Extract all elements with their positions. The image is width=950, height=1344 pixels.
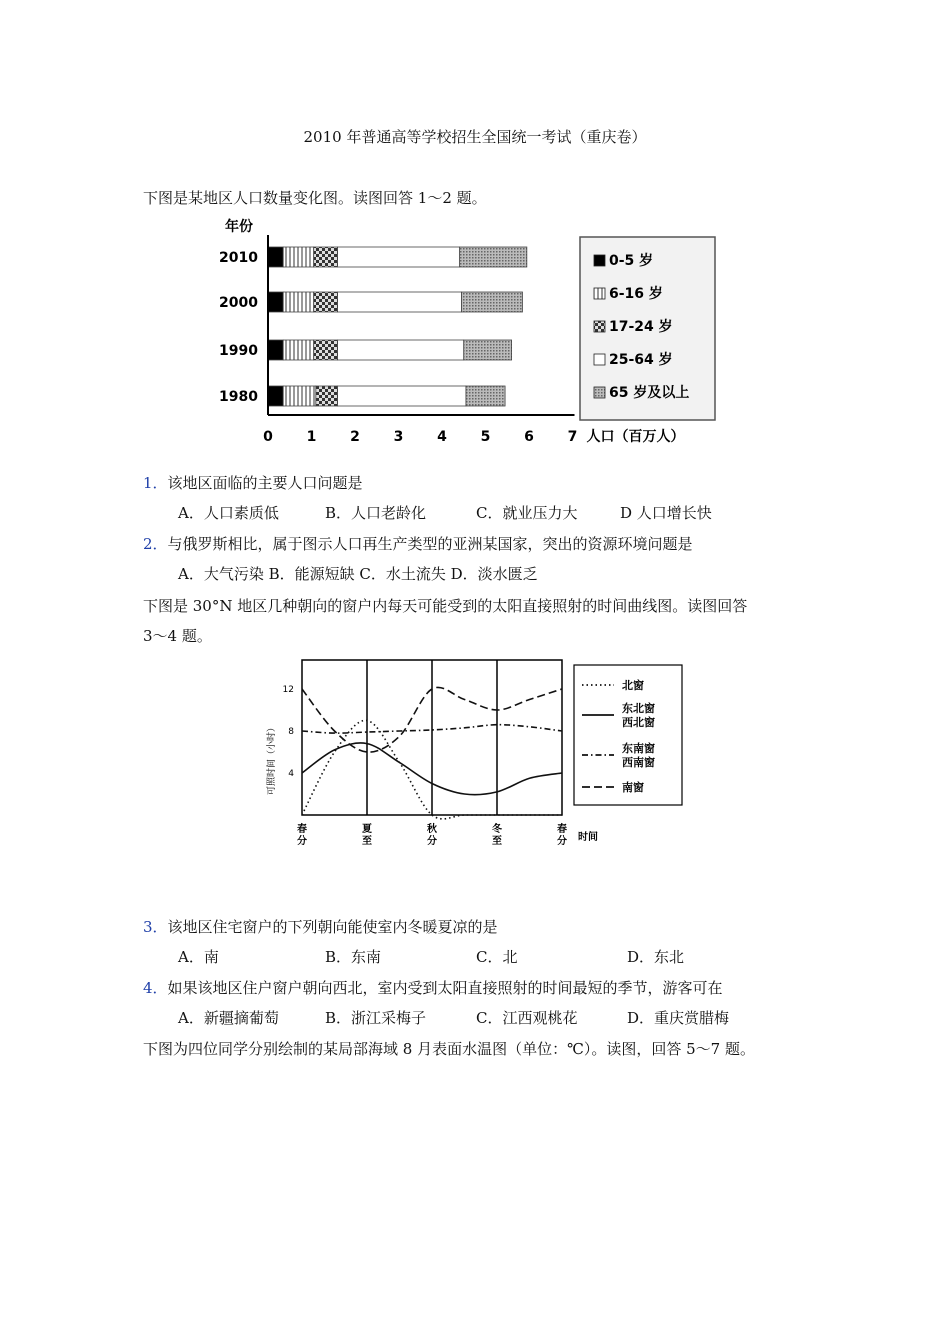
x-tick-label: 3 [393, 429, 404, 445]
x-tick-label: 4 [437, 429, 447, 445]
bar-segment [466, 386, 505, 406]
x-tick-label: 至 [492, 836, 502, 847]
x-tick-label: 分 [427, 836, 437, 847]
bar-segment [268, 386, 283, 406]
x-tick-label: 0 [263, 429, 273, 445]
sunlight-chart [262, 655, 692, 860]
category-label: 1980 [219, 389, 258, 405]
bar-segment [268, 247, 283, 267]
question-text: 与俄罗斯相比，属于图示人口再生产类型的亚洲某国家，突出的资源环境问题是 [167, 535, 693, 553]
legend-label: 25-64 岁 [609, 352, 673, 368]
bar-segment [338, 340, 464, 360]
q4-option-b: B．浙江采梅子 [325, 1009, 427, 1027]
x-tick-label: 5 [480, 429, 491, 445]
legend-swatch [594, 288, 605, 299]
intro-3: 下图为四位同学分别绘制的某局部海域 8 月表面水温图（单位：℃）。读图，回答 5～7 题。 [143, 1040, 755, 1058]
question-text: 该地区住宅窗户的下列朝向能使室内冬暖夏凉的是 [167, 918, 498, 936]
x-tick-label: 2 [350, 429, 360, 445]
bar-segment [459, 247, 526, 267]
x-tick-label: 6 [524, 429, 534, 445]
bar-segment [268, 292, 283, 312]
bar-segment [462, 292, 523, 312]
bar-segment [314, 340, 338, 360]
q1-option-c: C．就业压力大 [476, 504, 578, 522]
y-tick-label: 8 [288, 727, 294, 737]
x-tick-label: 春 [557, 824, 567, 835]
q1-option-d: D 人口增长快 [620, 504, 712, 522]
bar-segment [338, 247, 460, 267]
bar-segment [283, 340, 313, 360]
question-4 [143, 978, 723, 998]
page-title: 2010 年普通高等学校招生全国统一考试（重庆卷） [303, 128, 647, 146]
category-label: 2010 [219, 250, 258, 266]
y-tick-label: 12 [282, 685, 294, 695]
question-number: 2． [143, 535, 168, 553]
q1-option-a: A．人口素质低 [178, 504, 279, 522]
legend-label: 西南窗 [622, 756, 655, 769]
q1-option-b: B．人口老龄化 [325, 504, 427, 522]
x-tick-label: 1 [306, 429, 317, 445]
q3-option-c: C．北 [476, 948, 518, 966]
q4-option-c: C．江西观桃花 [476, 1009, 578, 1027]
x-axis-label: 时间 [578, 832, 598, 843]
legend-label: 6-16 岁 [609, 286, 663, 302]
x-tick-label: 分 [297, 836, 307, 847]
legend-label: 北窗 [622, 679, 644, 692]
population-chart [205, 215, 725, 455]
x-tick-label: 至 [362, 836, 372, 847]
x-tick-label: 夏 [362, 824, 372, 835]
question-3 [143, 917, 498, 937]
q3-option-d: D．东北 [627, 948, 685, 966]
legend-swatch [594, 321, 605, 332]
q4-option-d: D．重庆赏腊梅 [627, 1009, 730, 1027]
bar-segment [283, 247, 313, 267]
legend-label: 东南窗 [622, 742, 655, 755]
legend-label: 南窗 [622, 781, 644, 794]
x-tick-label: 分 [557, 836, 567, 847]
bar-segment [314, 247, 338, 267]
bar-segment [268, 340, 283, 360]
y-tick-label: 4 [288, 769, 294, 779]
legend-label: 0-5 岁 [609, 253, 654, 269]
q4-option-a: A．新疆摘葡萄 [178, 1009, 279, 1027]
q3-option-a: A．南 [178, 948, 219, 966]
category-label: 1990 [219, 343, 258, 359]
y-axis-label: 年份 [225, 219, 253, 235]
bar-segment [314, 292, 338, 312]
bar-segment [338, 292, 462, 312]
intro-2-cont: 3～4 题。 [143, 627, 212, 645]
legend-swatch [594, 255, 605, 266]
y-axis-label: 可照时间（小时） [267, 722, 277, 795]
x-tick-label: 秋 [427, 824, 437, 835]
question-text: 该地区面临的主要人口问题是 [167, 474, 363, 492]
legend-swatch [594, 354, 605, 365]
bar-segment [283, 292, 313, 312]
q2-options: A．大气污染 B．能源短缺 C．水土流失 D．淡水匮乏 [178, 565, 538, 583]
bar-segment [283, 386, 316, 406]
question-number: 4． [143, 979, 168, 997]
category-label: 2000 [219, 295, 258, 311]
intro-1: 下图是某地区人口数量变化图。读图回答 1～2 题。 [143, 189, 487, 207]
question-2 [143, 534, 693, 554]
x-tick-label: 7 [567, 429, 578, 445]
bar-segment [316, 386, 338, 406]
question-number: 1． [143, 474, 168, 492]
question-1 [143, 473, 363, 493]
bar-segment [338, 386, 466, 406]
x-axis-label: 人口（百万人） [586, 429, 685, 445]
legend-label: 17-24 岁 [609, 319, 673, 335]
q3-option-b: B．东南 [325, 948, 382, 966]
legend-label: 东北窗 [622, 702, 655, 715]
bar-segment [464, 340, 512, 360]
legend-label: 西北窗 [622, 716, 655, 729]
question-number: 3． [143, 918, 168, 936]
legend-label: 65 岁及以上 [609, 385, 690, 401]
intro-2: 下图是 30°N 地区几种朝向的窗户内每天可能受到的太阳直接照射的时间曲线图。读图回答 [143, 597, 748, 615]
question-text: 如果该地区住户窗户朝向西北，室内受到太阳直接照射的时间最短的季节，游客可在 [167, 979, 723, 997]
x-tick-label: 冬 [492, 824, 502, 835]
legend-swatch [594, 387, 605, 398]
x-tick-label: 春 [297, 824, 307, 835]
